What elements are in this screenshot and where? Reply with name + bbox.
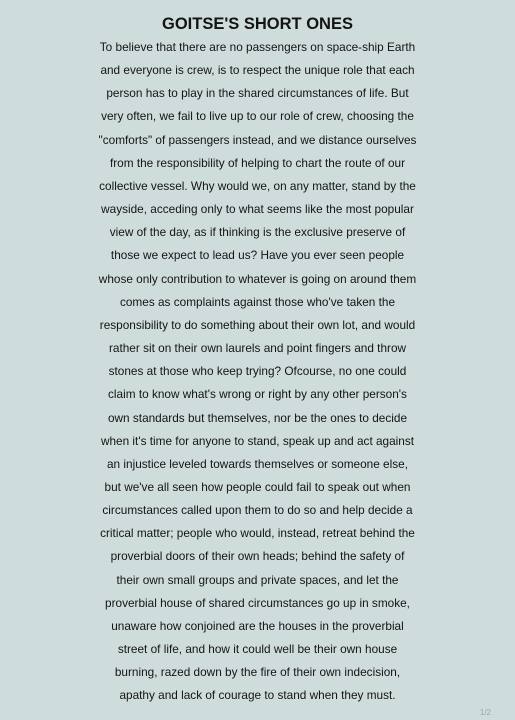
text-line: and everyone is crew, is to respect the unique role that each — [100, 63, 415, 78]
text-line: "comforts" of passengers instead, and we distance ourselves — [98, 132, 417, 147]
text-line: apathy and lack of courage to stand when they must. — [119, 688, 396, 703]
text-line: wayside, acceding only to what seems like the most popular — [101, 202, 414, 217]
text-line: street of life, and how it could well be their own house — [117, 642, 398, 657]
text-line: To believe that there are no passengers on space-ship Earth — [99, 40, 416, 54]
text-line: an injustice leveled towards themselves or someone else, — [107, 456, 408, 471]
text-line: claim to know what's wrong or right by any other person's — [108, 387, 407, 402]
text-line: proverbial doors of their own heads; behind the safety of — [110, 549, 405, 564]
text-line: rather sit on their own laurels and point fingers and throw — [108, 341, 407, 356]
text-line: when it's time for anyone to stand, speak up and act against — [100, 433, 415, 448]
text-line: from the responsibility of helping to chart the route of our — [109, 155, 406, 170]
text-line: whose only contribution to whatever is going on around them — [98, 271, 417, 286]
text-line: those we expect to lead us? Have you ever seen people — [110, 248, 405, 263]
text-line: very often, we fail to live up to our role of crew, choosing the — [101, 109, 414, 124]
text-line: responsibility to do something about their own lot, and would — [99, 317, 416, 332]
text-line: burning, razed down by the fire of their own indecision, — [114, 665, 401, 680]
text-line: own standards but themselves, nor be the ones to decide — [107, 410, 408, 425]
text-line: view of the day, as if thinking is the exclusive preserve of — [109, 225, 406, 240]
document-body — [0, 36, 515, 708]
text-line: person has to play in the shared circumstances of life. But — [106, 86, 409, 101]
text-line: circumstances called upon them to do so and help decide a — [102, 503, 413, 518]
document-title: GOITSE'S SHORT ONES — [162, 15, 353, 33]
text-line: proverbial house of shared circumstances go up in smoke, — [105, 595, 410, 610]
text-line: but we've all seen how people could fail to speak out when — [104, 479, 411, 494]
text-line: unaware how conjoined are the houses in the proverbial — [111, 618, 404, 633]
text-line: stones at those who keep trying? Ofcourse, no one could — [108, 364, 407, 379]
text-line: collective vessel. Why would we, on any matter, stand by the — [99, 178, 416, 193]
text-line: comes as complaints against those who've taken the — [119, 294, 396, 309]
text-line: their own small groups and private spaces, and let the — [116, 572, 399, 587]
text-line: critical matter; people who would, instead, retreat behind the — [100, 526, 415, 541]
page-number: 1/2 — [479, 708, 491, 717]
